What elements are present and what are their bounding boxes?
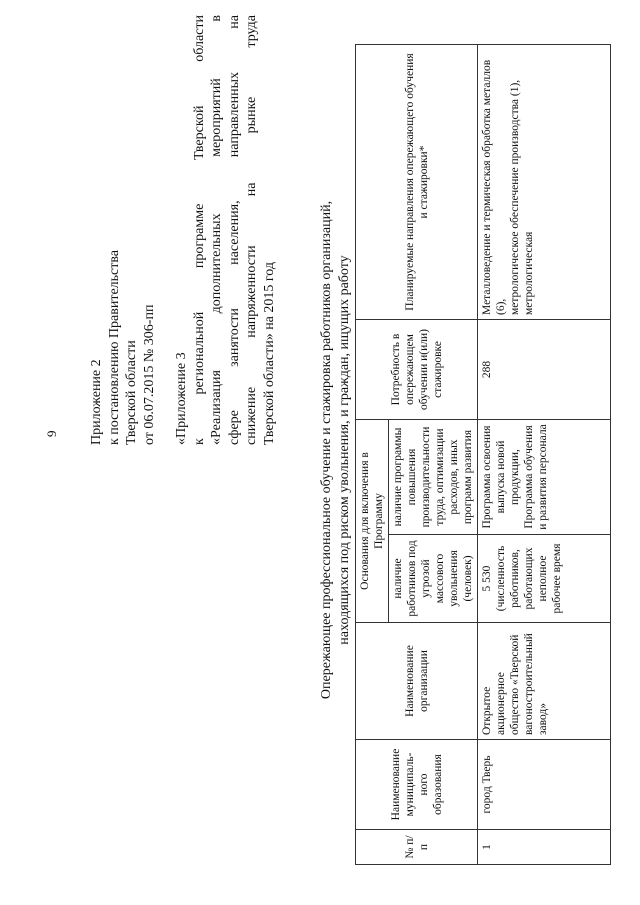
header-num: № п/п bbox=[356, 830, 478, 865]
planned-item: метрологическая bbox=[523, 231, 535, 315]
cell-organization: Открытое акционерное общество «Тверской вагоностроительный завод» bbox=[478, 623, 611, 740]
appendix-block bbox=[88, 15, 278, 445]
header-grounds: Основания для включения в Программу bbox=[356, 420, 389, 623]
planned-item: Металловедение и термическая обработка металлов (6), bbox=[481, 59, 507, 315]
document-title bbox=[318, 45, 354, 855]
program-item: Программа обучения и развития персонала bbox=[523, 424, 549, 530]
cell-workers: 5 530 (численность работников, работающих неполное рабочее время bbox=[478, 535, 611, 623]
header-grounds-program: наличие программы повышения производительности труда, оптимизации расходов, иных программ развития bbox=[389, 420, 478, 535]
cell-need: 288 bbox=[478, 320, 611, 420]
appendix3-title: «Приложение 3 bbox=[174, 352, 189, 445]
appendix2-title: Приложение 2 bbox=[89, 359, 104, 445]
header-organization: Наименование организации bbox=[356, 623, 478, 740]
appendix2-line: к постановлению Правительства bbox=[106, 249, 122, 445]
table-row bbox=[478, 45, 611, 865]
title-line: Опережающее профессиональное обучение и стажировка работников организаций, bbox=[319, 200, 334, 700]
training-table bbox=[355, 44, 611, 865]
program-item: Программа освоения выпуска новой продукции, bbox=[481, 425, 521, 529]
appendix2-line: от 06.07.2015 № 306-пп bbox=[141, 304, 157, 445]
appendix3-line: «Реализация дополнительных мероприятий в bbox=[209, 15, 224, 445]
appendix3-line: снижение напряженности на рынке труда bbox=[244, 15, 259, 445]
appendix3-line: сфере занятости населения, направленных на bbox=[226, 15, 242, 445]
appendix2-line: Тверской области bbox=[124, 340, 139, 445]
page-number: 9 bbox=[44, 430, 59, 437]
cell-programs bbox=[478, 420, 611, 535]
planned-item: метрологическое обеспечение производства (1), bbox=[509, 79, 521, 315]
header-planned: Планируемые направления опережающего обучения и стажировки* bbox=[356, 45, 478, 320]
cell-municipality: город Тверь bbox=[478, 740, 611, 830]
header-need: Потребность в опережающем обучении и(или) стажировке bbox=[356, 320, 478, 420]
title-line: находящихся под риском увольнения, и граждан, ищущих работу bbox=[337, 255, 352, 645]
appendix3-line: Тверской области» на 2015 год bbox=[261, 261, 277, 445]
header-grounds-workers: наличие работников под угрозой массового увольнения (человек) bbox=[389, 535, 478, 623]
spacer bbox=[158, 15, 173, 445]
appendix3-line: к региональной программе Тверской области bbox=[191, 15, 207, 445]
header-municipality: Наименование муниципаль-ного образования bbox=[356, 740, 478, 830]
cell-num: 1 bbox=[478, 830, 611, 865]
cell-planned bbox=[478, 45, 611, 320]
